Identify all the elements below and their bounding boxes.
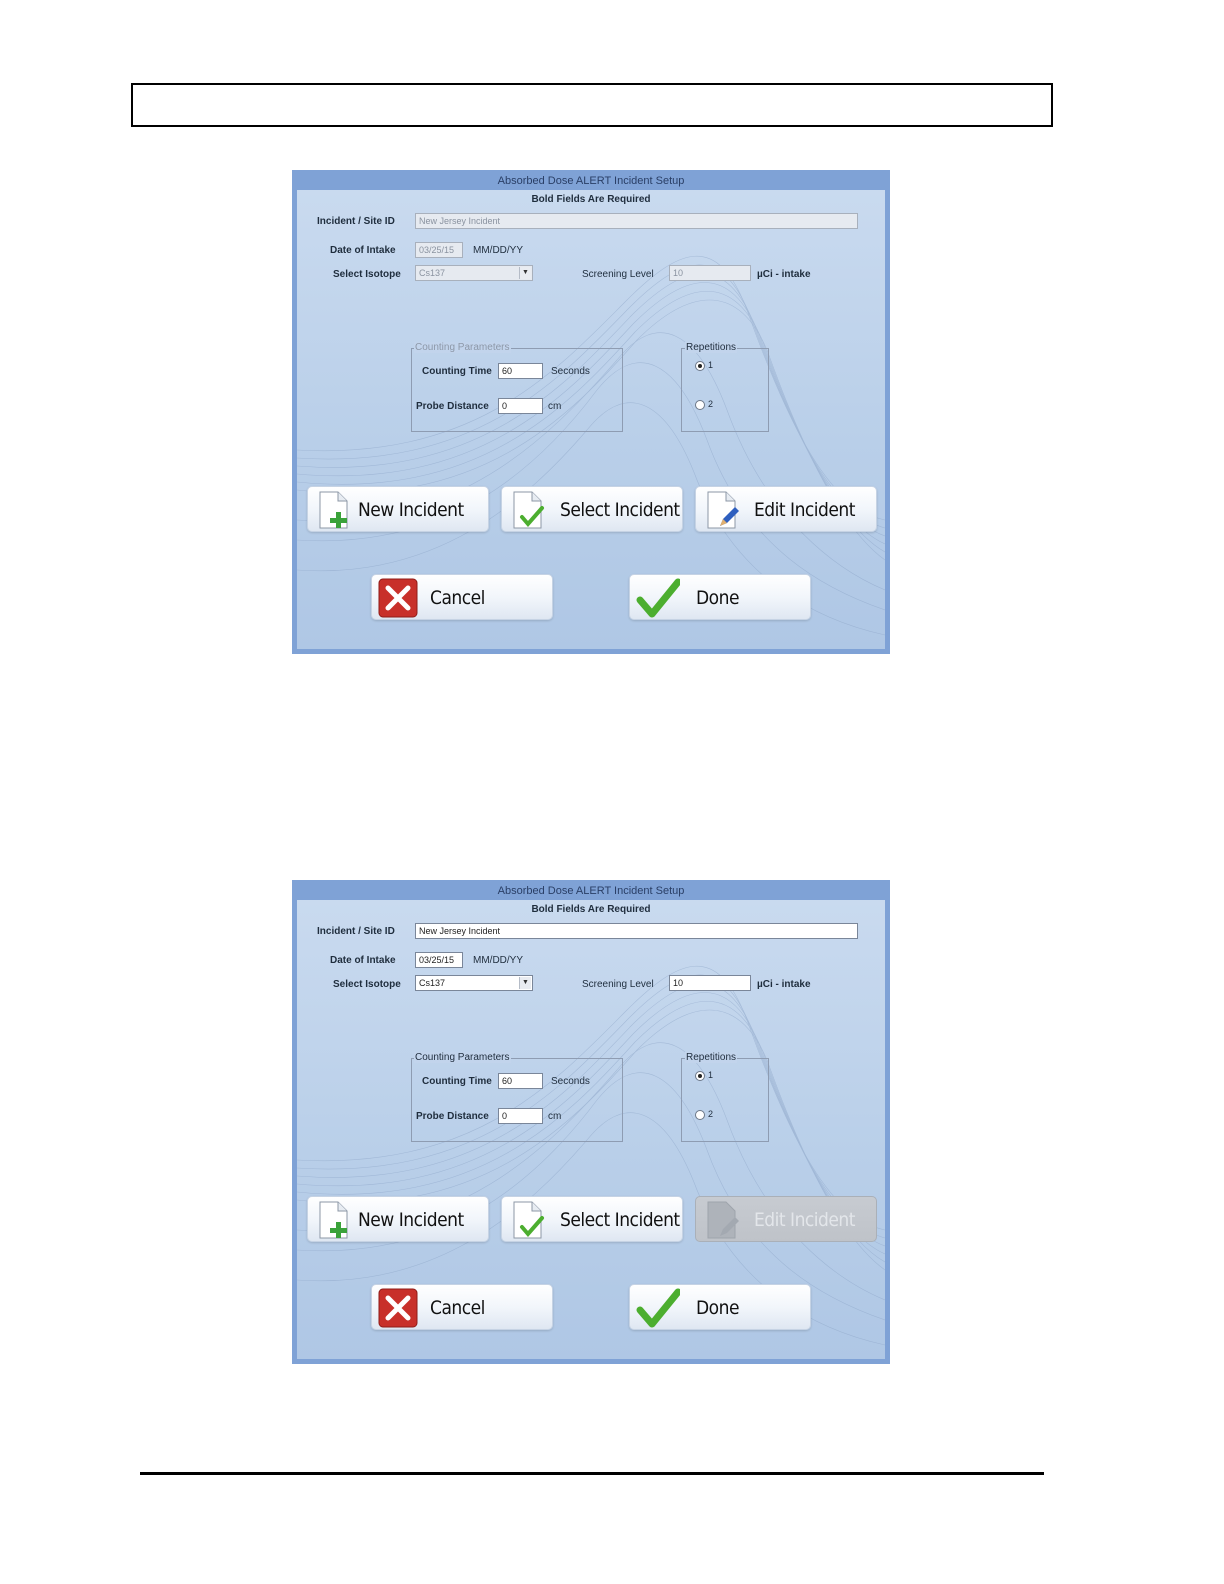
screening-label: Screening Level (582, 979, 654, 990)
probe-distance-label: Probe Distance (416, 401, 489, 412)
cancel-x-icon (378, 1288, 418, 1328)
repetitions-radio-1-label: 1 (708, 1070, 714, 1080)
counting-parameters-group (411, 348, 623, 432)
required-note: Bold Fields Are Required (531, 904, 651, 915)
counting-time-field[interactable]: 60 (498, 363, 543, 379)
incident-field[interactable]: New Jersey Incident (415, 213, 858, 229)
done-check-icon (636, 1288, 680, 1328)
done-button[interactable] (629, 1284, 811, 1330)
done-button[interactable] (629, 574, 811, 620)
window-title: Absorbed Dose ALERT Incident Setup (497, 885, 685, 897)
repetitions-radio-1-label: 1 (708, 360, 714, 370)
dialog-client-area (297, 900, 885, 1359)
repetitions-radio-2[interactable] (695, 400, 705, 410)
repetitions-radio-1[interactable] (695, 1071, 705, 1081)
done-label: Done (696, 587, 739, 609)
date-format-hint: MM/DD/YY (473, 245, 523, 256)
counting-parameters-group (411, 1058, 623, 1142)
isotope-select[interactable] (415, 265, 533, 281)
chevron-down-icon[interactable]: ▼ (519, 977, 531, 989)
counting-parameters-title: Counting Parameters (415, 342, 510, 353)
isotope-select[interactable] (415, 975, 533, 991)
incident-setup-dialog-1 (292, 170, 890, 654)
cancel-button[interactable] (371, 1284, 553, 1330)
incident-label: Incident / Site ID (317, 216, 395, 227)
counting-parameters-title: Counting Parameters (415, 1052, 510, 1063)
probe-distance-unit: cm (548, 1111, 562, 1122)
probe-distance-unit: cm (548, 401, 562, 412)
counting-time-label: Counting Time (422, 366, 492, 377)
dialog-client-area (297, 190, 885, 649)
repetitions-radio-2[interactable] (695, 1110, 705, 1120)
cancel-x-icon (378, 578, 418, 618)
chevron-down-icon[interactable]: ▼ (519, 267, 531, 279)
repetitions-title: Repetitions (686, 1052, 737, 1063)
document-edit-icon (702, 1200, 742, 1240)
new-incident-button[interactable] (307, 486, 489, 532)
incident-label: Incident / Site ID (317, 926, 395, 937)
isotope-value: Cs137 (419, 978, 446, 988)
cancel-label: Cancel (430, 1297, 485, 1319)
probe-distance-field[interactable]: 0 (498, 1108, 543, 1124)
incident-field[interactable]: New Jersey Incident (415, 923, 858, 939)
counting-time-unit: Seconds (551, 366, 590, 377)
screening-field[interactable]: 10 (669, 265, 751, 281)
select-incident-button[interactable] (501, 486, 683, 532)
done-check-icon (636, 578, 680, 618)
incident-setup-dialog-2 (292, 880, 890, 1364)
counting-time-field[interactable]: 60 (498, 1073, 543, 1089)
date-field[interactable]: 03/25/15 (415, 242, 463, 258)
probe-distance-label: Probe Distance (416, 1111, 489, 1122)
new-incident-button[interactable] (307, 1196, 489, 1242)
counting-time-label: Counting Time (422, 1076, 492, 1087)
screening-unit: µCi - intake (757, 269, 811, 280)
isotope-label: Select Isotope (333, 269, 401, 280)
counting-time-unit: Seconds (551, 1076, 590, 1087)
footer-rule (140, 1472, 1044, 1475)
repetitions-radio-2-label: 2 (708, 1109, 714, 1119)
screening-field[interactable]: 10 (669, 975, 751, 991)
new-incident-label: New Incident (358, 499, 464, 521)
select-incident-label: Select Incident (560, 1209, 680, 1231)
edit-incident-label: Edit Incident (754, 499, 855, 521)
date-field[interactable]: 03/25/15 (415, 952, 463, 968)
screening-unit: µCi - intake (757, 979, 811, 990)
new-incident-label: New Incident (358, 1209, 464, 1231)
probe-distance-field[interactable]: 0 (498, 398, 543, 414)
new-document-icon (314, 1200, 354, 1240)
required-note: Bold Fields Are Required (531, 194, 651, 205)
repetitions-group (681, 1058, 769, 1142)
date-label: Date of Intake (330, 955, 396, 966)
new-document-icon (314, 490, 354, 530)
repetitions-radio-2-label: 2 (708, 399, 714, 409)
repetitions-title: Repetitions (686, 342, 737, 353)
repetitions-group (681, 348, 769, 432)
select-incident-label: Select Incident (560, 499, 680, 521)
document-check-icon (508, 490, 548, 530)
edit-incident-label: Edit Incident (754, 1209, 855, 1231)
cancel-label: Cancel (430, 587, 485, 609)
isotope-value: Cs137 (419, 268, 446, 278)
page-header-box (131, 83, 1053, 127)
cancel-button[interactable] (371, 574, 553, 620)
edit-incident-button[interactable] (695, 1196, 877, 1242)
isotope-label: Select Isotope (333, 979, 401, 990)
document-check-icon (508, 1200, 548, 1240)
document-edit-icon (702, 490, 742, 530)
window-title: Absorbed Dose ALERT Incident Setup (497, 175, 685, 187)
date-label: Date of Intake (330, 245, 396, 256)
screening-label: Screening Level (582, 269, 654, 280)
select-incident-button[interactable] (501, 1196, 683, 1242)
done-label: Done (696, 1297, 739, 1319)
date-format-hint: MM/DD/YY (473, 955, 523, 966)
repetitions-radio-1[interactable] (695, 361, 705, 371)
edit-incident-button[interactable] (695, 486, 877, 532)
